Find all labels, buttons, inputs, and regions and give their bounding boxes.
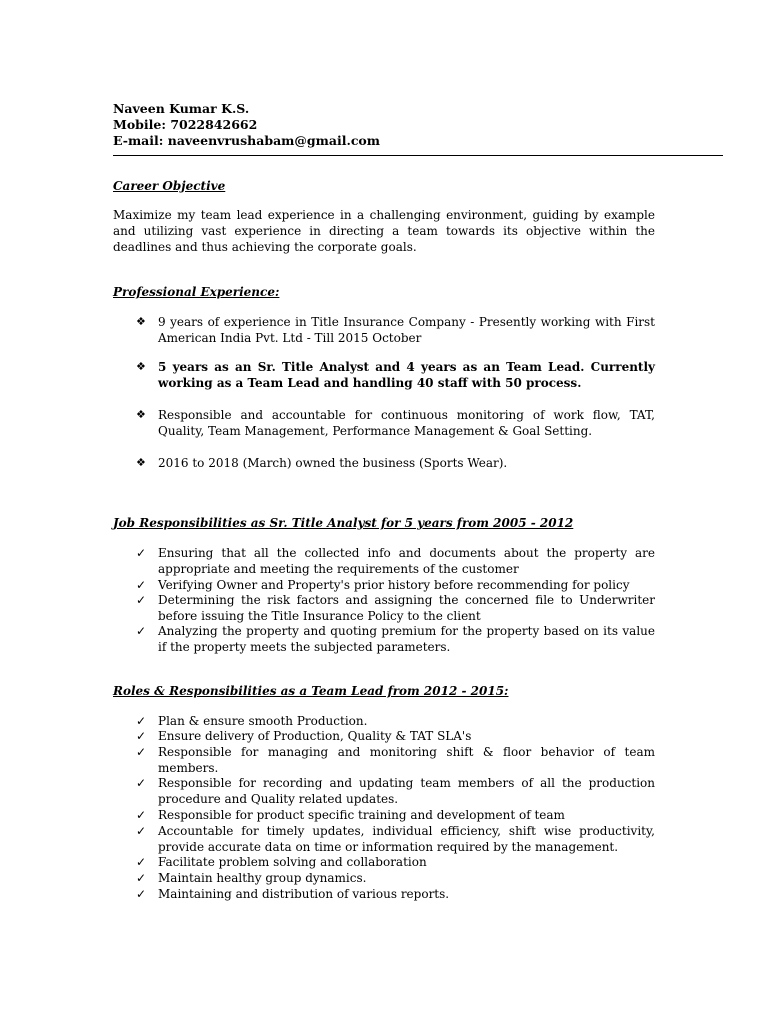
check-mark-icon: ✓	[136, 745, 147, 759]
team-lead-role-item: ✓ Facilitate problem solving and collaboration	[136, 855, 427, 869]
job-responsibility-item: ✓ Determining the risk factors and assigning the concerned file to Underwriter before issuing the Title Insurance Policy to the client	[136, 593, 655, 623]
check-mark-icon: ✓	[136, 546, 147, 560]
check-mark-icon: ✓	[136, 729, 147, 743]
team-lead-role-item: ✓ Accountable for timely updates, individual efficiency, shift wise productivity, provide accurate data on time or information required by the management.	[136, 824, 655, 854]
team-lead-role-item: ✓ Ensure delivery of Production, Quality & TAT SLA's	[136, 729, 472, 743]
diamond-bullet-icon: ❖	[136, 456, 146, 469]
job-responsibility-item: ✓ Analyzing the property and quoting premium for the property based on its value if the property meets the subjected parameters.	[136, 624, 655, 654]
team-lead-role-item: ✓ Plan & ensure smooth Production.	[136, 714, 368, 728]
experience-item: ❖ 2016 to 2018 (March) owned the business (Sports Wear).	[136, 456, 508, 470]
check-mark-icon: ✓	[136, 593, 147, 607]
check-mark-icon: ✓	[136, 578, 147, 592]
experience-item: ❖ 9 years of experience in Title Insurance Company - Presently working with First American India Pvt. Ltd - Till 2015 October	[136, 315, 655, 345]
diamond-bullet-icon: ❖	[136, 360, 146, 373]
job-responsibilities-heading: Job Responsibilities as Sr. Title Analyst for 5 years from 2005 - 2012	[113, 516, 574, 530]
team-lead-role-item: ✓ Maintaining and distribution of various reports.	[136, 887, 450, 901]
team-lead-role-item: ✓ Responsible for managing and monitoring shift & floor behavior of team members.	[136, 745, 655, 775]
candidate-name: Naveen Kumar K.S.	[113, 101, 250, 116]
professional-experience-heading: Professional Experience:	[113, 285, 280, 299]
check-mark-icon: ✓	[136, 855, 147, 869]
job-responsibility-item: ✓ Verifying Owner and Property's prior history before recommending for policy	[136, 578, 630, 592]
team-lead-role-item: ✓ Responsible for product specific training and development of team	[136, 808, 565, 822]
mobile-number: Mobile: 7022842662	[113, 117, 258, 132]
career-objective-heading: Career Objective	[113, 179, 226, 193]
diamond-bullet-icon: ❖	[136, 408, 146, 421]
team-lead-role-item: ✓ Responsible for recording and updating team members of all the production procedure and Quality related updates.	[136, 776, 655, 806]
check-mark-icon: ✓	[136, 714, 147, 728]
career-objective-text: Maximize my team lead experience in a challenging environment, guiding by example and utilizing vast experience in directing a team towards its objective within the deadlines and thus achieving the corporate goals.	[113, 208, 655, 254]
check-mark-icon: ✓	[136, 624, 147, 638]
team-lead-roles-heading: Roles & Responsibilities as a Team Lead from 2012 - 2015:	[113, 684, 509, 698]
check-mark-icon: ✓	[136, 824, 147, 838]
contact-block	[113, 101, 380, 149]
diamond-bullet-icon: ❖	[136, 315, 146, 328]
experience-item: ❖ Responsible and accountable for continuous monitoring of work flow, TAT, Quality, Team Management, Performance Management & Goal Setting.	[136, 408, 655, 438]
check-mark-icon: ✓	[136, 871, 147, 885]
team-lead-role-item: ✓ Maintain healthy group dynamics.	[136, 871, 367, 885]
email-address: E-mail: naveenvrushabam@gmail.com	[113, 133, 380, 148]
check-mark-icon: ✓	[136, 887, 147, 901]
experience-item: ❖ 5 years as an Sr. Title Analyst and 4 years as an Team Lead. Currently working as a Team Lead and handling 40 staff with 50 process.	[136, 360, 655, 390]
header-divider	[113, 155, 723, 156]
check-mark-icon: ✓	[136, 776, 147, 790]
check-mark-icon: ✓	[136, 808, 147, 822]
job-responsibility-item: ✓ Ensuring that all the collected info and documents about the property are appropriate and meeting the requirements of the customer	[136, 546, 655, 576]
